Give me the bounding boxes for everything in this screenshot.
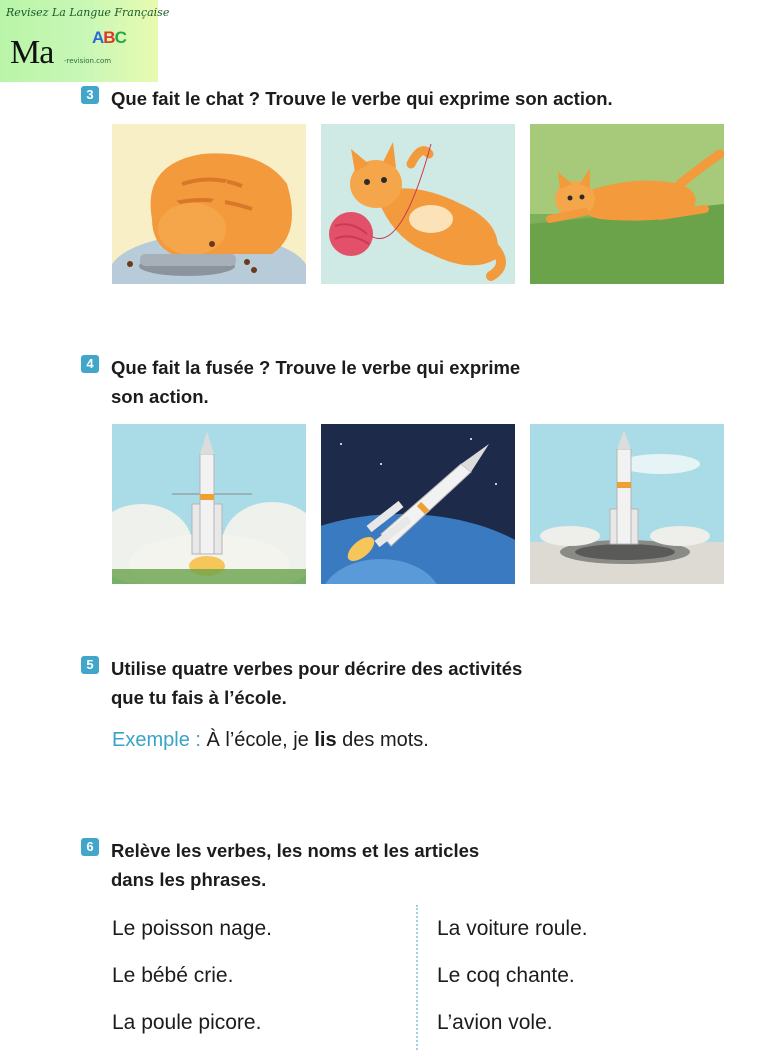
question-number-badge: 4 [81, 355, 99, 373]
rocket-in-space-illustration [321, 424, 515, 584]
example-label: Exemple : [112, 729, 201, 751]
question-5 [81, 654, 522, 712]
logo-subtext: -revision.com [64, 57, 112, 65]
cat-running-illustration [530, 124, 724, 284]
sentence-right-1: La voiture roule. [437, 917, 588, 940]
example-sentence [112, 729, 429, 752]
question-3 [81, 84, 613, 113]
question-text: Utilise quatre verbes pour décrire des activités que tu fais à l’école. [111, 658, 523, 708]
example-text-before: À l’école, je [206, 729, 309, 751]
example-verb: lis [314, 729, 337, 751]
logo-tagline: Revisez La Langue Française [6, 6, 170, 19]
rocket-on-launchpad-illustration [530, 424, 724, 584]
question-number-badge: 3 [81, 86, 99, 104]
cat-playing-illustration [321, 124, 515, 284]
sentence-right-2: Le coq chante. [437, 964, 575, 987]
question-text: Relève les verbes, les noms et les articles dans les phrases. [111, 840, 480, 890]
site-logo [0, 0, 170, 82]
sentence-left-2: Le bébé crie. [112, 964, 234, 987]
sentence-left-1: Le poisson nage. [112, 917, 272, 940]
question-number-badge: 5 [81, 656, 99, 674]
question-text: Que fait le chat ? Trouve le verbe qui exprime son action. [111, 88, 613, 109]
example-text-after: des mots. [342, 729, 429, 751]
question-6 [81, 836, 479, 894]
logo-abc: ABC [92, 28, 126, 47]
sentence-right-3: L’avion vole. [437, 1011, 553, 1034]
dotted-divider [416, 905, 418, 1050]
question-text: Que fait la fusée ? Trouve le verbe qui exprime son action. [111, 357, 521, 407]
question-4 [81, 353, 520, 411]
question-number-badge: 6 [81, 838, 99, 856]
rocket-launching-illustration [112, 424, 306, 584]
logo-main-text: Ma [10, 34, 54, 71]
sentence-left-3: La poule picore. [112, 1011, 262, 1034]
cat-eating-illustration [112, 124, 306, 284]
